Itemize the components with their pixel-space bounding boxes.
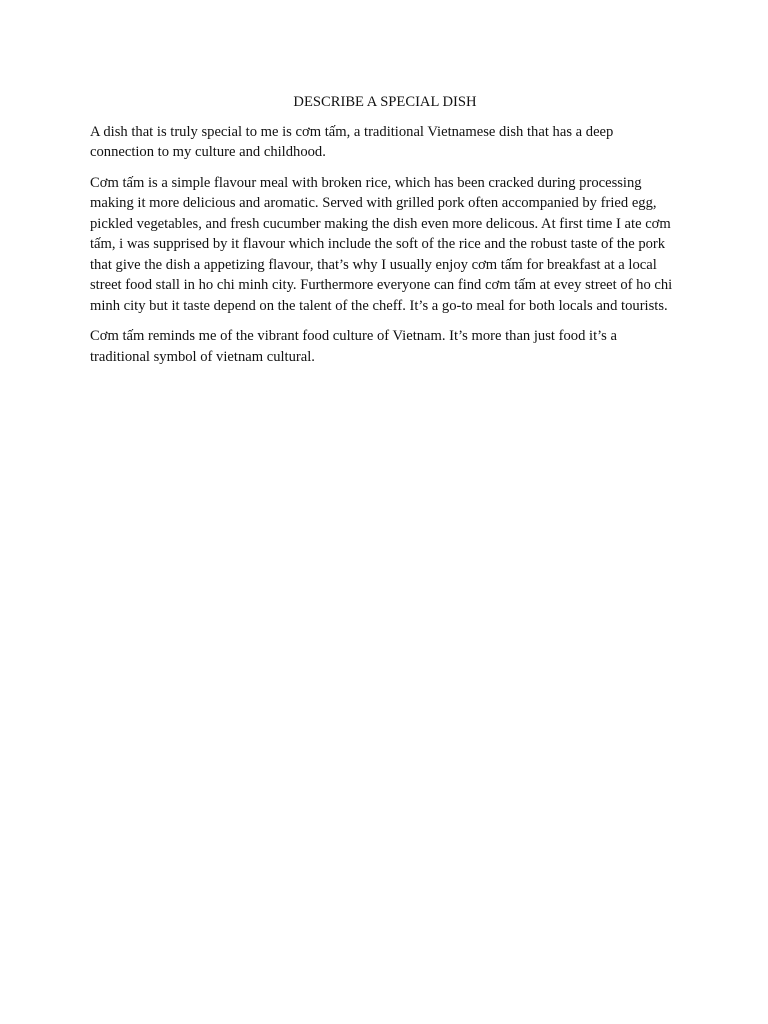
document-body (90, 92, 680, 377)
document-title: DESCRIBE A SPECIAL DISH (293, 94, 477, 110)
paragraph-intro: A dish that is truly special to me is cơm tấm, a traditional Vietnamese dish that has a deep connection to my culture and childhood. (90, 123, 614, 160)
paragraph-description: Cơm tấm is a simple flavour meal with broken rice, which has been cracked during processing making it more delicious and aromatic. Served with grilled pork often accompanied by fried egg, pickled vegetables, and fresh cucumber making the dish even more delicous. At first time I ate cơm tấm, i was supprised by it flavour which include the soft of the rice and the robust taste of the pork that give the dish a appetizing flavour, that’s why I usually enjoy cơm tấm for breakfast at a local street food stall in ho chi minh city. Furthermore everyone can find cơm tấm at evey street of ho chi minh city but it taste depend on the talent of the cheff. It’s a go-to meal for both locals and tourists. (90, 174, 673, 314)
paragraph-conclusion: Cơm tấm reminds me of the vibrant food culture of Vietnam. It’s more than just food it’s a traditional symbol of vietnam cultural. (90, 328, 617, 365)
